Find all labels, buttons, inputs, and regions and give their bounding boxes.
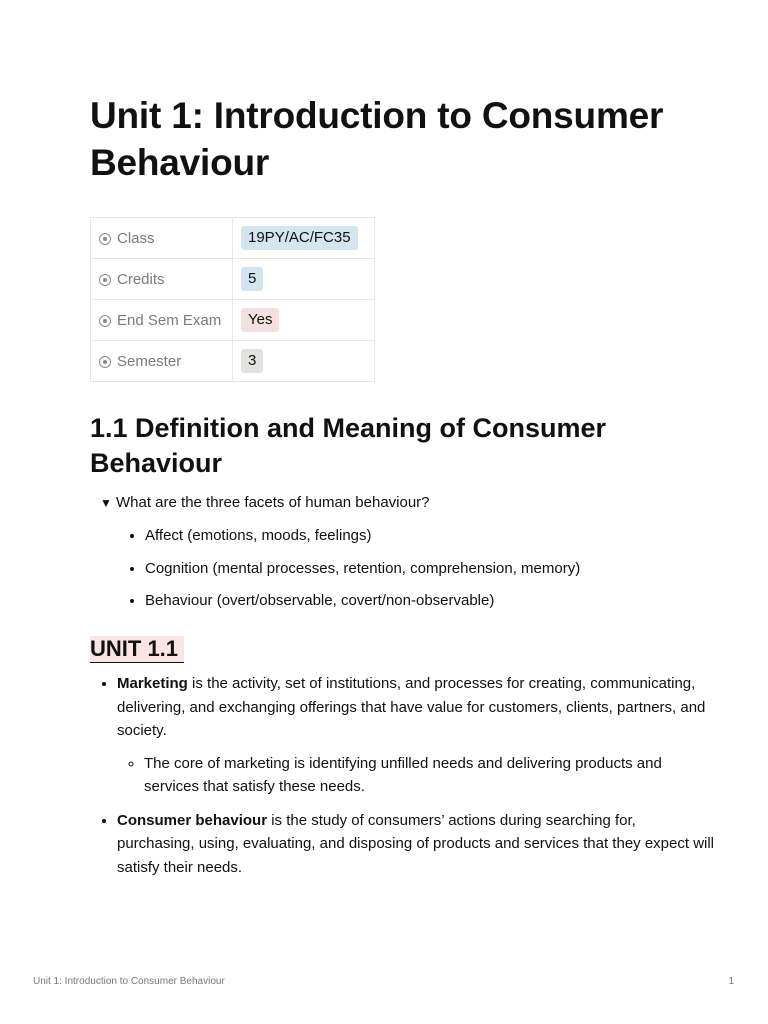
property-row-semester xyxy=(91,341,375,382)
list-item-consumer-behaviour xyxy=(117,809,717,880)
property-tag: 3 xyxy=(241,349,263,373)
list-item: ◦ The core of marketing is identifying unfilled needs and delivering products and services that satisfy these needs. xyxy=(144,752,717,799)
definition-consumer-behaviour: is the study of consumers’ actions during searching for, purchasing, using, evaluating, and disposing of products and services that they expect will satisfy their needs. xyxy=(117,811,715,876)
list-item: • Behaviour (overt/observable, covert/non-observable) xyxy=(145,589,580,622)
definition-marketing: is the activity, set of institutions, and processes for creating, communicating, delivering, and exchanging offerings that have value for customers, clients, partners, and society. xyxy=(117,675,706,739)
property-tag: 5 xyxy=(241,267,263,291)
property-key: Semester xyxy=(117,352,182,370)
property-key: End Sem Exam xyxy=(117,311,222,329)
property-row-class xyxy=(91,218,375,259)
list-item-marketing xyxy=(117,672,717,799)
toggle-block[interactable] xyxy=(100,493,430,513)
page-title: Unit 1: Introduction to Consumer Behaviour xyxy=(90,95,664,183)
select-property-icon xyxy=(99,315,111,327)
property-tag: 19PY/AC/FC35 xyxy=(241,226,358,250)
property-row-end-sem-exam xyxy=(91,300,375,341)
select-property-icon xyxy=(99,356,111,368)
unit-heading: UNIT 1.1 xyxy=(90,636,184,663)
term-marketing: Marketing xyxy=(117,675,188,692)
footer-title: Unit 1: Introduction to Consumer Behaviour xyxy=(33,976,225,987)
page-number: 1 xyxy=(728,976,734,987)
toggle-question: What are the three facets of human behaviour? xyxy=(116,494,430,511)
list-item: • Cognition (mental processes, retention, comprehension, memory) xyxy=(145,557,580,590)
properties-table xyxy=(90,217,375,382)
term-consumer-behaviour: Consumer behaviour xyxy=(117,811,268,829)
definitions-list xyxy=(90,672,717,886)
toggle-expanded-icon[interactable]: ▼ xyxy=(100,496,112,510)
select-property-icon xyxy=(99,274,111,286)
property-key: Credits xyxy=(117,270,165,288)
select-property-icon xyxy=(99,233,111,245)
section-heading: 1.1 Definition and Meaning of Consumer Behaviour xyxy=(90,413,607,478)
property-tag: Yes xyxy=(241,308,279,332)
property-row-credits xyxy=(91,259,375,300)
property-key: Class xyxy=(117,229,155,247)
sub-list xyxy=(117,752,717,799)
facets-list xyxy=(117,524,580,622)
list-item: • Affect (emotions, moods, feelings) xyxy=(145,524,580,557)
